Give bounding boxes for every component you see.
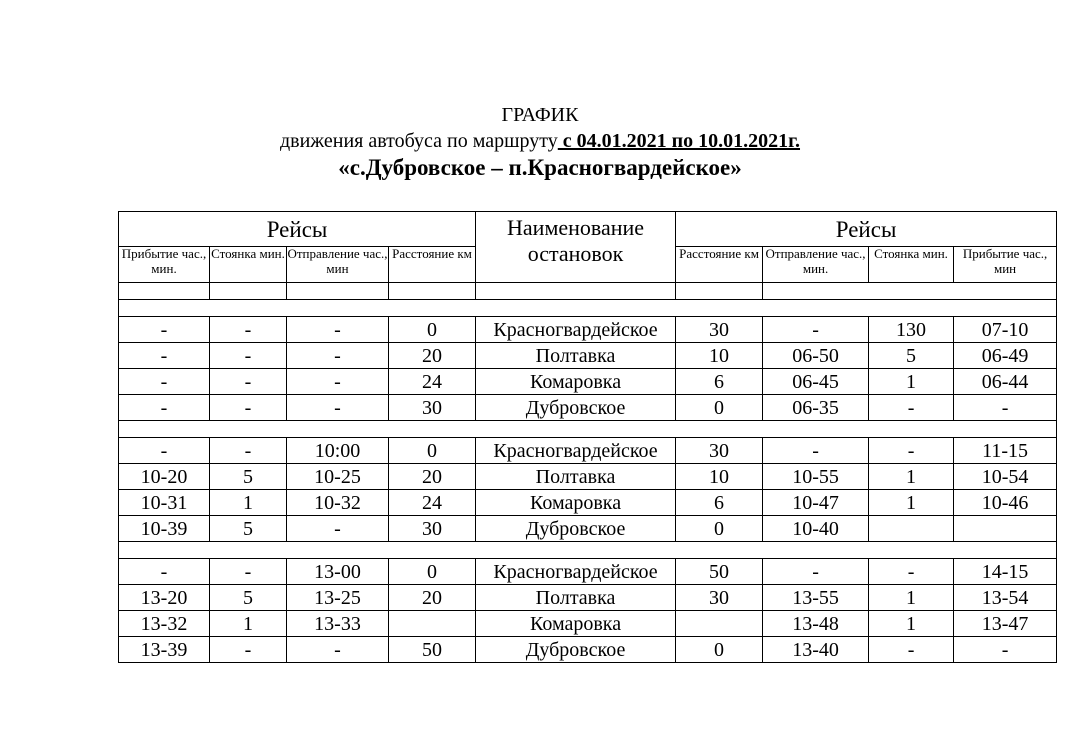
cell-distance-right: 50 xyxy=(676,559,763,585)
cell-stop-name: Комаровка xyxy=(476,490,676,516)
cell-distance-right: 10 xyxy=(676,343,763,369)
cell-departure-left: 10:00 xyxy=(287,438,389,464)
schedule-period: с 04.01.2021 по 10.01.2021г. xyxy=(557,130,801,152)
col-header-distance-left: Расстояние км xyxy=(389,247,476,283)
cell-departure-left: - xyxy=(287,516,389,542)
cell-distance-right xyxy=(676,611,763,637)
cell-arrival-left: 13-32 xyxy=(119,611,210,637)
cell-stop-left: - xyxy=(210,637,287,663)
table-row xyxy=(119,438,1057,464)
cell-stop-left: 1 xyxy=(210,490,287,516)
cell-stop-right: 5 xyxy=(869,343,954,369)
cell-departure-left: - xyxy=(287,395,389,421)
cell-distance-left xyxy=(389,611,476,637)
cell-stop-right: 1 xyxy=(869,490,954,516)
right-trips-header: Рейсы xyxy=(676,212,1057,247)
table-row xyxy=(119,395,1057,421)
cell-departure-left: - xyxy=(287,343,389,369)
cell-stop-left: 5 xyxy=(210,516,287,542)
schedule-table xyxy=(118,211,1057,663)
header-row-groups xyxy=(119,212,1057,247)
cell-departure-left: 13-25 xyxy=(287,585,389,611)
cell-distance-left: 50 xyxy=(389,637,476,663)
cell-stop-right xyxy=(869,516,954,542)
cell-departure-left: 10-25 xyxy=(287,464,389,490)
cell-departure-left: - xyxy=(287,369,389,395)
cell-distance-right: 30 xyxy=(676,585,763,611)
cell-stop-left: - xyxy=(210,438,287,464)
spacer-row xyxy=(119,542,1057,559)
cell-distance-left: 0 xyxy=(389,559,476,585)
table-row xyxy=(119,317,1057,343)
cell-departure-right: 06-45 xyxy=(763,369,869,395)
cell-distance-right: 6 xyxy=(676,490,763,516)
col-header-stop-left: Стоянка мин. xyxy=(210,247,287,283)
cell-distance-right: 6 xyxy=(676,369,763,395)
cell-distance-right: 30 xyxy=(676,438,763,464)
cell-arrival-left: - xyxy=(119,559,210,585)
schedule-subtitle xyxy=(0,130,1080,153)
cell-stop-right: - xyxy=(869,559,954,585)
table-row xyxy=(119,343,1057,369)
cell-arrival-left: - xyxy=(119,369,210,395)
spacer-row xyxy=(119,283,1057,300)
cell-distance-right: 0 xyxy=(676,516,763,542)
cell-stop-name: Красногвардейское xyxy=(476,559,676,585)
cell-distance-right: 0 xyxy=(676,395,763,421)
cell-departure-left: 13-33 xyxy=(287,611,389,637)
cell-departure-right: 10-40 xyxy=(763,516,869,542)
cell-arrival-left: 13-20 xyxy=(119,585,210,611)
table-row xyxy=(119,585,1057,611)
cell-stop-left: 5 xyxy=(210,464,287,490)
cell-stop-name: Полтавка xyxy=(476,343,676,369)
cell-stop-right: 1 xyxy=(869,585,954,611)
cell-arrival-left: 10-31 xyxy=(119,490,210,516)
cell-distance-left: 20 xyxy=(389,464,476,490)
cell-arrival-right: 10-46 xyxy=(954,490,1057,516)
cell-distance-right: 0 xyxy=(676,637,763,663)
cell-distance-left: 20 xyxy=(389,585,476,611)
cell-arrival-left: - xyxy=(119,343,210,369)
cell-stop-left: - xyxy=(210,395,287,421)
table-row xyxy=(119,516,1057,542)
cell-stop-right: - xyxy=(869,395,954,421)
cell-departure-right: 13-40 xyxy=(763,637,869,663)
cell-stop-name: Красногвардейское xyxy=(476,317,676,343)
cell-stop-name: Дубровское xyxy=(476,395,676,421)
cell-arrival-right: 11-15 xyxy=(954,438,1057,464)
cell-departure-right: - xyxy=(763,559,869,585)
cell-departure-right: 13-48 xyxy=(763,611,869,637)
cell-distance-left: 30 xyxy=(389,395,476,421)
cell-stop-left: - xyxy=(210,343,287,369)
cell-stop-name: Полтавка xyxy=(476,464,676,490)
cell-stop-name: Комаровка xyxy=(476,611,676,637)
cell-arrival-right: 07-10 xyxy=(954,317,1057,343)
spacer-row xyxy=(119,421,1057,438)
cell-distance-right: 30 xyxy=(676,317,763,343)
cell-distance-left: 0 xyxy=(389,317,476,343)
cell-departure-right: 06-50 xyxy=(763,343,869,369)
cell-departure-left: 13-00 xyxy=(287,559,389,585)
cell-stop-right: - xyxy=(869,438,954,464)
cell-arrival-left: 13-39 xyxy=(119,637,210,663)
cell-stop-right: 1 xyxy=(869,611,954,637)
left-trips-header: Рейсы xyxy=(119,212,476,247)
cell-arrival-right: 10-54 xyxy=(954,464,1057,490)
cell-stop-name: Полтавка xyxy=(476,585,676,611)
cell-stop-name: Комаровка xyxy=(476,369,676,395)
cell-stop-right: 1 xyxy=(869,464,954,490)
cell-arrival-right: 13-54 xyxy=(954,585,1057,611)
cell-stop-left: - xyxy=(210,559,287,585)
cell-distance-left: 30 xyxy=(389,516,476,542)
col-header-departure-right: Отправление час., мин. xyxy=(763,247,869,283)
col-header-departure-left: Отправление час., мин xyxy=(287,247,389,283)
subtitle-prefix: движения автобуса по маршруту xyxy=(279,130,558,152)
cell-departure-left: - xyxy=(287,637,389,663)
cell-arrival-left: - xyxy=(119,438,210,464)
stops-header: Наименование остановок xyxy=(476,212,676,283)
cell-arrival-right: - xyxy=(954,637,1057,663)
col-header-stop-right: Стоянка мин. xyxy=(869,247,954,283)
cell-distance-left: 24 xyxy=(389,490,476,516)
cell-stop-left: 5 xyxy=(210,585,287,611)
cell-stop-left: - xyxy=(210,317,287,343)
cell-departure-right: - xyxy=(763,317,869,343)
cell-arrival-right: 06-44 xyxy=(954,369,1057,395)
cell-distance-left: 24 xyxy=(389,369,476,395)
cell-arrival-right: 13-47 xyxy=(954,611,1057,637)
cell-distance-right: 10 xyxy=(676,464,763,490)
cell-departure-left: - xyxy=(287,317,389,343)
cell-departure-left: 10-32 xyxy=(287,490,389,516)
cell-arrival-left: - xyxy=(119,395,210,421)
col-header-arrival-left: Прибытие час., мин. xyxy=(119,247,210,283)
col-header-arrival-right: Прибытие час., мин xyxy=(954,247,1057,283)
cell-departure-right: 13-55 xyxy=(763,585,869,611)
cell-departure-right: 10-55 xyxy=(763,464,869,490)
col-header-distance-right: Расстояние км xyxy=(676,247,763,283)
cell-stop-right: 1 xyxy=(869,369,954,395)
table-row xyxy=(119,490,1057,516)
route-name: «с.Дубровское – п.Красногвардейское» xyxy=(338,155,742,180)
cell-arrival-left: - xyxy=(119,317,210,343)
cell-arrival-left: 10-20 xyxy=(119,464,210,490)
cell-arrival-right: - xyxy=(954,395,1057,421)
table-row xyxy=(119,369,1057,395)
table-row xyxy=(119,559,1057,585)
cell-stop-name: Дубровское xyxy=(476,516,676,542)
cell-stop-right: - xyxy=(869,637,954,663)
cell-arrival-right: 14-15 xyxy=(954,559,1057,585)
spacer-row xyxy=(119,300,1057,317)
cell-distance-left: 20 xyxy=(389,343,476,369)
cell-stop-left: 1 xyxy=(210,611,287,637)
table-row xyxy=(119,464,1057,490)
cell-stop-name: Дубровское xyxy=(476,637,676,663)
cell-departure-right: 10-47 xyxy=(763,490,869,516)
cell-departure-right: 06-35 xyxy=(763,395,869,421)
cell-arrival-left: 10-39 xyxy=(119,516,210,542)
cell-distance-left: 0 xyxy=(389,438,476,464)
cell-arrival-right xyxy=(954,516,1057,542)
schedule-title: ГРАФИК xyxy=(501,104,579,126)
cell-arrival-right: 06-49 xyxy=(954,343,1057,369)
cell-stop-left: - xyxy=(210,369,287,395)
cell-departure-right: - xyxy=(763,438,869,464)
cell-stop-right: 130 xyxy=(869,317,954,343)
cell-stop-name: Красногвардейское xyxy=(476,438,676,464)
table-row xyxy=(119,637,1057,663)
table-row xyxy=(119,611,1057,637)
